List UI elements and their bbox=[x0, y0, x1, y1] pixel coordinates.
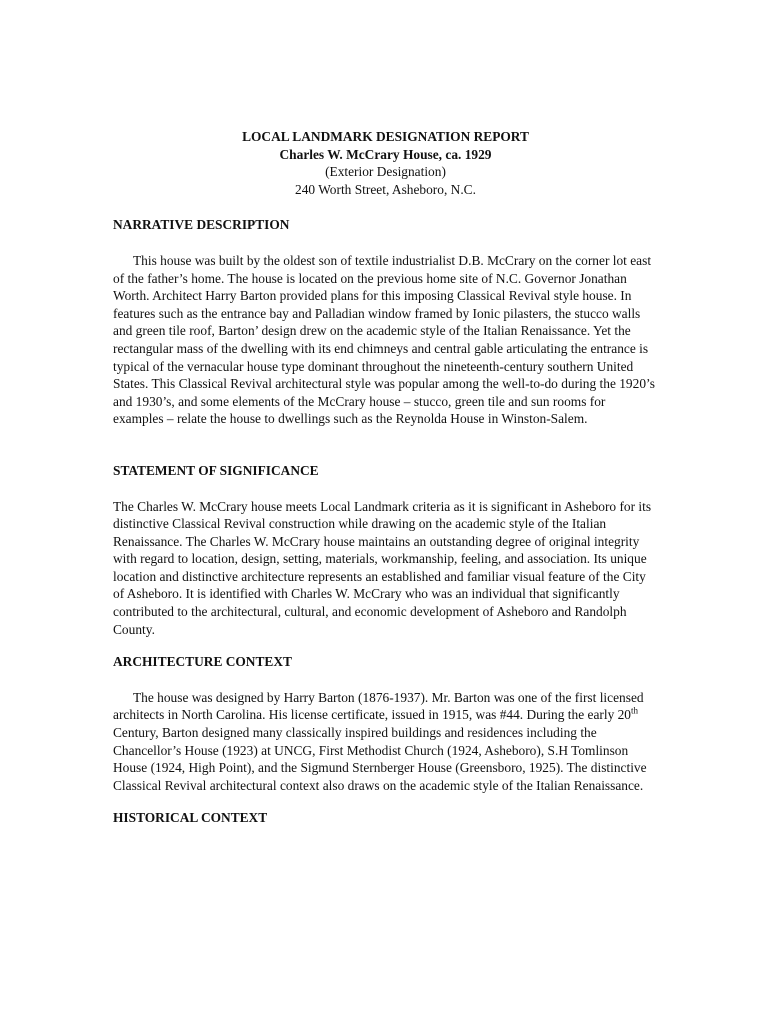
document-page bbox=[113, 128, 658, 827]
architecture-text-start: The house was designed by Harry Barton (1876-1937). Mr. Barton was one of the first licensed architects in North Carolina. His license certificate, issued in 1915, was #44. During the early 20 bbox=[113, 689, 644, 723]
significance-paragraph: The Charles W. McCrary house meets Local Landmark criteria as it is significant in Asheboro for its distinctive Classical Revival construction while drawing on the academic style of the Italian Renaissance. The Charles W. McCrary house maintains an outstanding degree of original integrity with regard to location, design, setting, materials, workmanship, feeling, and association. Its unique location and distinctive architecture represents an established and familiar visual feature of the City of Asheboro. It is identified with Charles W. McCrary who was an individual that significantly contributed to the architectural, cultural, and economic development of Asheboro and Randolph County. bbox=[113, 498, 652, 637]
narrative-paragraph: This house was built by the oldest son of textile industrialist D.B. McCrary on the corner lot east of the father’s home. The house is located on the previous home site of N.C. Governor Jonathan Worth. Architect Harry Barton provided plans for this imposing Classical Revival style house. In features such as the entrance bay and Palladian window framed by Ionic pilasters, the stucco walls and green tile roof, Barton’ design drew on the academic style of the Italian Renaissance. Yet the rectangular mass of the dwelling with its end chimneys and central gable articulating the entrance is typical of the vernacular house type dominant throughout the nineteenth-century southern United States. This Classical Revival architectural style was popular among the well-to-do during the 1920’s and 1930’s, and some elements of the McCrary house – stucco, green tile and sun rooms for examples – relate the house to dwellings such as the Reynolda House in Winston-Salem. bbox=[113, 252, 655, 427]
report-title: LOCAL LANDMARK DESIGNATION REPORT bbox=[242, 129, 529, 144]
designation-type: (Exterior Designation) bbox=[325, 164, 446, 180]
architecture-paragraph bbox=[113, 689, 658, 795]
property-title: Charles W. McCrary House, ca. 1929 bbox=[279, 146, 492, 162]
architecture-text-end: Century, Barton designed many classically inspired buildings and residences including the Chancellor’s House (1923) at UNCG, First Methodist Church (1924, Asheboro), S.H Tomlinson House (1924, High Point), and the Sigmund Sternberger House (Greensboro, 1925). The distinctive Classical Revival architectural context also draws on the academic style of the Italian Renaissance. bbox=[113, 725, 647, 793]
historical-heading: HISTORICAL CONTEXT bbox=[113, 810, 268, 826]
property-address: 240 Worth Street, Asheboro, N.C. bbox=[295, 181, 476, 197]
title-block bbox=[113, 128, 658, 198]
ordinal-superscript: th bbox=[631, 705, 639, 716]
narrative-heading: NARRATIVE DESCRIPTION bbox=[113, 217, 290, 233]
significance-heading: STATEMENT OF SIGNIFICANCE bbox=[113, 462, 319, 478]
architecture-heading: ARCHITECTURE CONTEXT bbox=[113, 654, 292, 670]
